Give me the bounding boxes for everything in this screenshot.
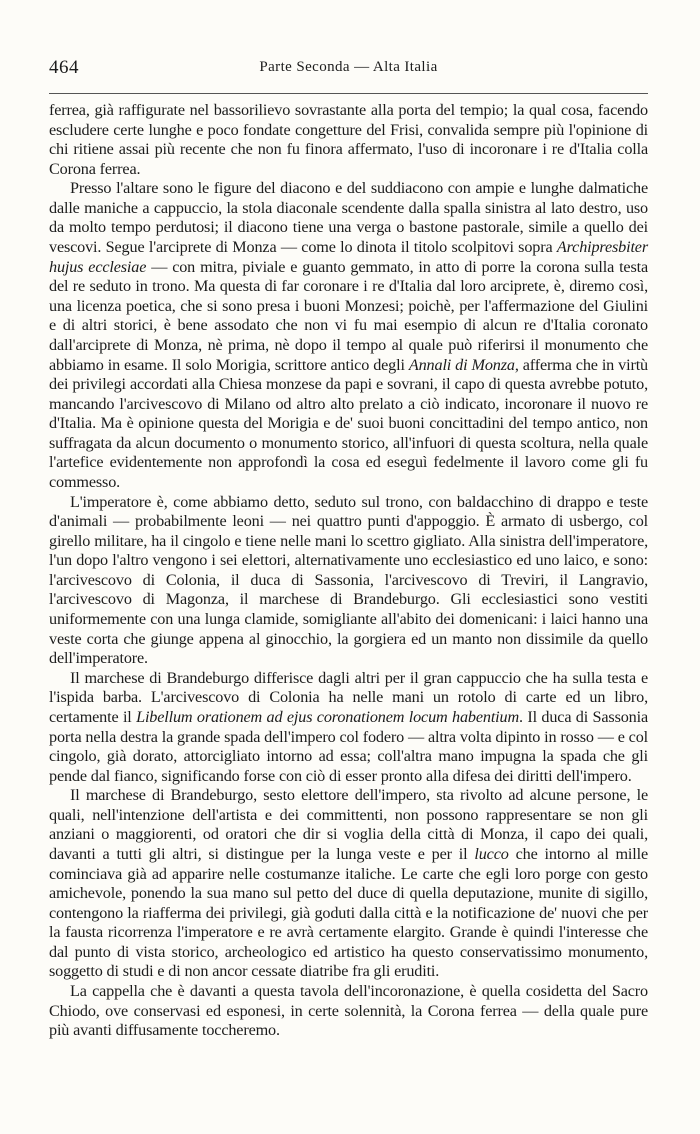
- running-title: Parte Seconda — Alta Italia: [259, 59, 438, 75]
- italic-title: Archipresbiter hujus ecclesiae: [49, 238, 648, 276]
- paragraph: Il marchese di Brandeburgo, sesto elettore dell'impero, sta rivolto ad alcune persone, le quali, nell'intenzione dell'artista e dei committenti, non possono rappresentare se non gli anziani o maggiorenti, od oratori che dir si voglia della città di Monza, il capo dei quali, davanti a tutti gli altri, si distingue per la lunga veste e per il lucco che intorno al mille cominciava già ad apparire nelle costumanze italiche. Le carte che egli loro porge con gesto amichevole, ponendo la sua mano sul petto del duce di quella deputazione, munite di sigillo, contengono la riafferma dei privilegi, già goduti dalla città e la notificazione de' nuovi che per la fausta ricorrenza l'imperatore e re avrà certamente elargito. Grande è quindi l'interesse che dal punto di vista storico, archeologico ed artistico ha questo conservatissimo monumento, soggetto di studi e di non ancor cessate diatribe fra gli eruditi.: [49, 786, 648, 981]
- paragraph: Il marchese di Brandeburgo differisce dagli altri per il gran cappuccio che ha sulla testa e l'ispida barba. L'arcivescovo di Colonia ha nelle mani un rotolo di carte ed un libro, certamente il Libellum orationem ad ejus coronationem locum habentium. Il duca di Sassonia porta nella destra la grande spada dell'impero col fodero — altra volta dipinto in rosso — e col cingolo, già dorato, attorcigliato intorno ad essa; coll'altra mano impugna la spada che gli pende dal fianco, significando forse con ciò di esser pronto alla difesa dei diritti dell'impero.: [49, 668, 648, 785]
- page-header: [49, 57, 648, 79]
- body-text: [49, 101, 648, 1041]
- italic-term: lucco: [474, 844, 509, 863]
- paragraph: La cappella che è davanti a questa tavola dell'incoronazione, è quella cosidetta del Sacro Chiodo, ove conservasi ed esponesi, in certe solennità, la Corona ferrea — della quale pure più avanti diffusamente toccheremo.: [49, 982, 648, 1040]
- header-rule: [49, 93, 648, 94]
- paragraph: L'imperatore è, come abbiamo detto, seduto sul trono, con baldacchino di drappo e teste d'animali — probabilmente leoni — nei quattro punti d'appoggio. È armato di usbergo, col girello militare, ha il cingolo e tiene nelle mani lo scettro gigliato. Alla sinistra dell'imperatore, l'un dopo l'altro vengono i sei elettori, alternativamente uno ecclesiastico ed uno laico, e sono: l'arcivescovo di Colonia, il duca di Sassonia, l'arcivescovo di Treviri, il Langravio, l'arcivescovo di Magonza, il marchese di Brandeburgo. Gli ecclesiastici sono vestiti uniformemente con una lunga clamide, somigliante all'abito dei domenicani: i laici hanno una veste corta che giunge appena al ginocchio, la gorgiera ed un manto non dissimile da quello dell'imperatore.: [49, 492, 648, 668]
- page-number: 464: [49, 57, 79, 78]
- italic-title: Annali di Monza: [408, 355, 515, 374]
- paragraph: ferrea, già raffigurate nel bassorilievo sovrastante alla porta del tempio; la qual cosa, facendo escludere certe lunghe e poco fondate congetture del Frisi, convalida sempre più l'opinione di chi ritiene assai più recente che non fu finora affermato, l'uso di incoronare i re d'Italia colla Corona ferrea.: [49, 101, 648, 178]
- italic-title: Libellum orationem ad ejus coronationem locum habentium: [136, 707, 520, 726]
- paragraph: Presso l'altare sono le figure del diacono e del suddiacono con ampie e lunghe dalmatiche dalle maniche a cappuccio, la stola diaconale scendente dalla spalla sinistra al lato destro, uso da molto tempo perdutosi; il diacono tiene una verga o bastone pastorale, simile a quello dei vescovi. Segue l'arciprete di Monza — come lo dinota il titolo scolpitovi sopra Archipresbiter hujus ecclesiae — con mitra, piviale e guanto gemmato, in atto di porre la corona sulla testa del re seduto in trono. Ma questa di far coronare i re d'Italia dal loro arciprete, è, diremo così, una licenza poetica, che si sono presa i buoni Monzesi; poichè, per l'affermazione del Giulini e di altri storici, è bene assodato che non vi fu mai esempio di alcun re d'Italia coronato dall'arciprete di Monza, nè prima, nè dopo il tempo al quale può riferirsi il monumento che abbiamo in esame. Il solo Morigia, scrittore antico degli Annali di Monza, afferma che in virtù dei privilegi accordati alla Chiesa monzese da papi e sovrani, il capo di questa avrebbe potuto, mancando l'arcivescovo di Milano od altro alto prelato a ciò indicato, incoronare il nuovo re d'Italia. Ma è opinione questa del Morigia e de' suoi buoni concittadini del tempo antico, non suffragata da alcun documento o monumento storico, all'infuori di questa scoltura, nella quale l'artefice evidentemente non approfondì la cosa ed eseguì fedelmente il lavoro come gli fu commesso.: [49, 179, 649, 491]
